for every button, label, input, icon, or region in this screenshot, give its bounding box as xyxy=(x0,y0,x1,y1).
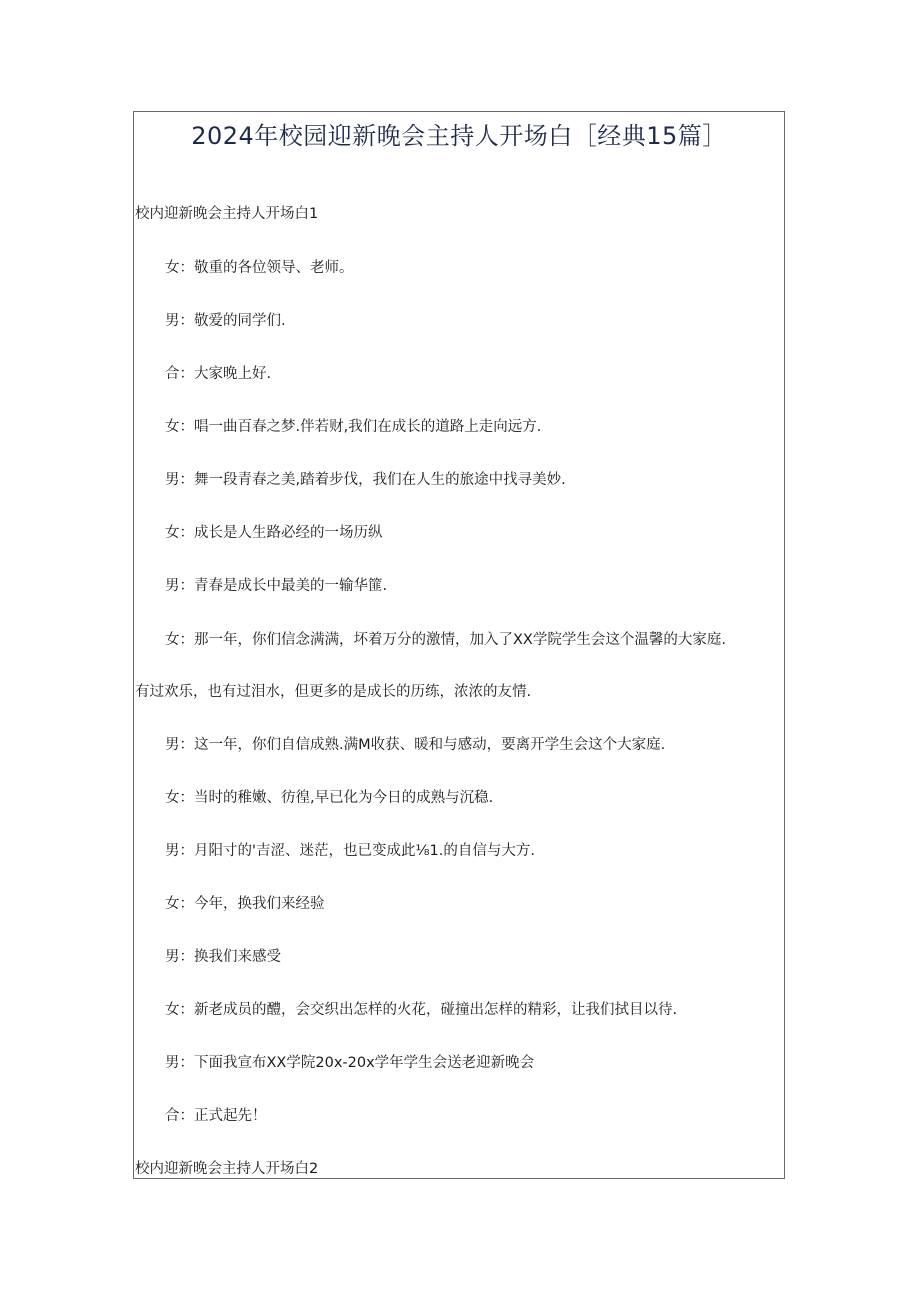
speaker-label: 合： xyxy=(165,1108,194,1124)
dialogue-line xyxy=(165,258,354,278)
speaker-label: 合： xyxy=(165,366,194,382)
speaker-label: 男： xyxy=(165,843,194,859)
line-text: 敬爱的同学们. xyxy=(194,313,286,329)
line-text: 下面我宣布XX学院20x-20x学年学生会送老迎新晚会 xyxy=(194,1055,535,1071)
dialogue-line xyxy=(165,523,383,543)
line-text: 有过欢乐，也有过泪水，但更多的是成长的历练，浓浓的友情. xyxy=(135,684,532,700)
line-text: 唱一曲百春之梦.伴若财,我们在成长的道路上走向远方. xyxy=(194,419,542,435)
speaker-label: 男： xyxy=(165,1055,194,1071)
dialogue-line xyxy=(165,364,271,384)
section-heading-2: 校内迎新晚会主持人开场白2 xyxy=(135,1161,319,1177)
speaker-label: 女： xyxy=(165,790,194,806)
speaker-label: 女： xyxy=(165,1002,194,1018)
dialogue-line xyxy=(165,576,387,596)
dialogue-line xyxy=(165,470,566,490)
continuation-line xyxy=(135,682,531,702)
line-text: 换我们来感受 xyxy=(194,949,281,965)
section-heading-1: 校内迎新晚会主持人开场白1 xyxy=(135,206,319,222)
line-text: 成长是人生路必经的一场历纵 xyxy=(194,525,383,541)
dialogue-line xyxy=(165,630,726,650)
line-text: 舞一段青春之美,踏着步伐，我们在人生的旅途中找寻美妙. xyxy=(194,472,566,488)
speaker-label: 女： xyxy=(165,632,194,648)
line-text: 青春是成长中最美的一输华篚. xyxy=(194,578,388,594)
line-text: 当时的稚嫩、彷徨,早已化为今日的成熟与沉稳. xyxy=(194,790,494,806)
speaker-label: 女： xyxy=(165,896,194,912)
line-text: 敬重的各位领导、老师。 xyxy=(194,260,354,276)
speaker-label: 男： xyxy=(165,472,194,488)
speaker-label: 男： xyxy=(165,578,194,594)
document-title: 2024年校园迎新晚会主持人开场白［经典15篇］ xyxy=(191,122,727,150)
dialogue-line xyxy=(165,1000,677,1020)
dialogue-line xyxy=(165,1053,534,1073)
dialogue-line xyxy=(165,735,665,755)
dialogue-line xyxy=(165,841,535,861)
speaker-label: 女： xyxy=(165,260,194,276)
line-text: 新老成员的醴，会交织出怎样的火花，碰撞出怎样的精彩，让我们拭目以待. xyxy=(194,1002,678,1018)
speaker-label: 男： xyxy=(165,949,194,965)
line-text: 大家晚上好. xyxy=(194,366,272,382)
dialogue-line xyxy=(165,894,325,914)
speaker-label: 女： xyxy=(165,419,194,435)
dialogue-line xyxy=(165,311,286,331)
line-text: 那一年，你们信念满满，坏着万分的激情，加入了XX学院学生会这个温馨的大家庭. xyxy=(194,632,726,648)
speaker-label: 女： xyxy=(165,525,194,541)
line-text: 月阳寸的'吉涩、迷茫，也已变成此⅛1.的自信与大方. xyxy=(194,843,535,859)
line-text: 这一年，你们自信成熟.满M收获、暖和与感动，要离开学生会这个大家庭. xyxy=(194,737,666,753)
dialogue-line xyxy=(165,417,541,437)
line-text: 今年，换我们来经验 xyxy=(194,896,325,912)
dialogue-line xyxy=(165,947,281,967)
dialogue-line xyxy=(165,788,493,808)
speaker-label: 男： xyxy=(165,737,194,753)
speaker-label: 男： xyxy=(165,313,194,329)
dialogue-line xyxy=(165,1106,267,1126)
line-text: 正式起先！ xyxy=(194,1108,267,1124)
